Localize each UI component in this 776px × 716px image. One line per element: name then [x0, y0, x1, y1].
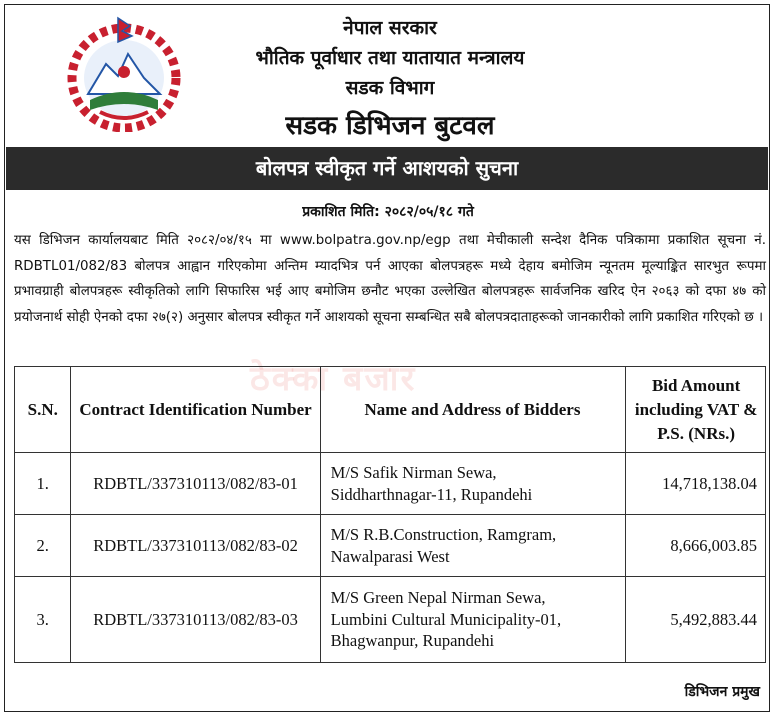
row-amount: 14,718,138.04	[626, 453, 766, 515]
bid-table	[14, 366, 766, 663]
notice-body: यस डिभिजन कार्यालयबाट मिति २०८२/०४/१५ मा www.bolpatra.gov.np/egp तथा मेचीकाली सन्देश दैनिक पत्रिकामा प्रकाशित सूचना नं. RDBTL01/082/83 बोलपत्र आह्वान गरिएकोमा अन्तिम म्यादभित्र पर्न आएका बोलपत्रहरू मध्ये देहाय बमोजिम न्यूनतम मूल्याङ्कित सारभुत रूपमा प्रभावग्राही बोलपत्रहरू स्वीकृतिको लागि सिफारिस भई आए बमोजिम छनौट भएका उल्लेखित बोलपत्रहरू सार्वजनिक खरिद ऐन २०६३ को दफा ४७ को प्रयोजनार्थ सोही ऐनको दफा २७(२) अनुसार बोलपत्र स्वीकृत गर्ने आशयको सूचना सम्बन्धित सबै बोलपत्रदाताहरूको जानकारीको लागि प्रकाशित गरिएको छ ।	[14, 233, 766, 325]
org-country: नेपाल सरकार	[343, 17, 437, 39]
org-department: सडक विभाग	[345, 77, 435, 99]
row-amount: 8,666,003.85	[626, 515, 766, 577]
bidder-address: Lumbini Cultural Municipality-01, Bhagwanpur, Rupandehi	[330, 609, 562, 651]
table-row	[15, 577, 766, 663]
org-ministry: भौतिक पूर्वाधार तथा यातायात मन्त्रालय	[255, 47, 525, 69]
row-contract: RDBTL/337310113/082/83-01	[71, 453, 320, 515]
bidder-address: Siddharthnagar-11, Rupandehi	[330, 484, 533, 504]
letterhead	[0, 0, 776, 150]
row-contract: RDBTL/337310113/082/83-02	[71, 515, 320, 577]
bidder-name: M/S R.B.Construction, Ramgram,	[330, 525, 557, 544]
bidder-address: Nawalparasi West	[330, 546, 450, 566]
table-row	[15, 515, 766, 577]
bidder-name: M/S Safik Nirman Sewa,	[330, 463, 497, 482]
header-contract: Contract Identification Number	[71, 367, 320, 453]
row-sn: 3.	[15, 577, 71, 663]
watermark: ठेक्का बजार	[250, 359, 417, 399]
row-sn: 1.	[15, 453, 71, 515]
header-sn: S.N.	[15, 367, 71, 453]
published-date: प्रकाशित मिति: २०८२/०५/१८ गते	[302, 204, 474, 220]
header-bidder: Name and Address of Bidders	[320, 367, 626, 453]
table-row	[15, 453, 766, 515]
signature-title: डिभिजन प्रमुख	[684, 684, 760, 700]
row-contract: RDBTL/337310113/082/83-03	[71, 577, 320, 663]
notice-title-banner: बोलपत्र स्वीकृत गर्ने आशयको सुचना	[6, 147, 768, 190]
table-header-row	[15, 367, 766, 453]
org-division: सडक डिभिजन बुटवल	[285, 111, 495, 141]
bidder-name: M/S Green Nepal Nirman Sewa,	[330, 588, 546, 608]
header-amount: Bid Amount including VAT & P.S. (NRs.)	[626, 367, 766, 453]
row-bidder	[320, 577, 626, 663]
row-bidder	[320, 453, 626, 515]
row-amount: 5,492,883.44	[626, 577, 766, 663]
row-sn: 2.	[15, 515, 71, 577]
row-bidder	[320, 515, 626, 577]
